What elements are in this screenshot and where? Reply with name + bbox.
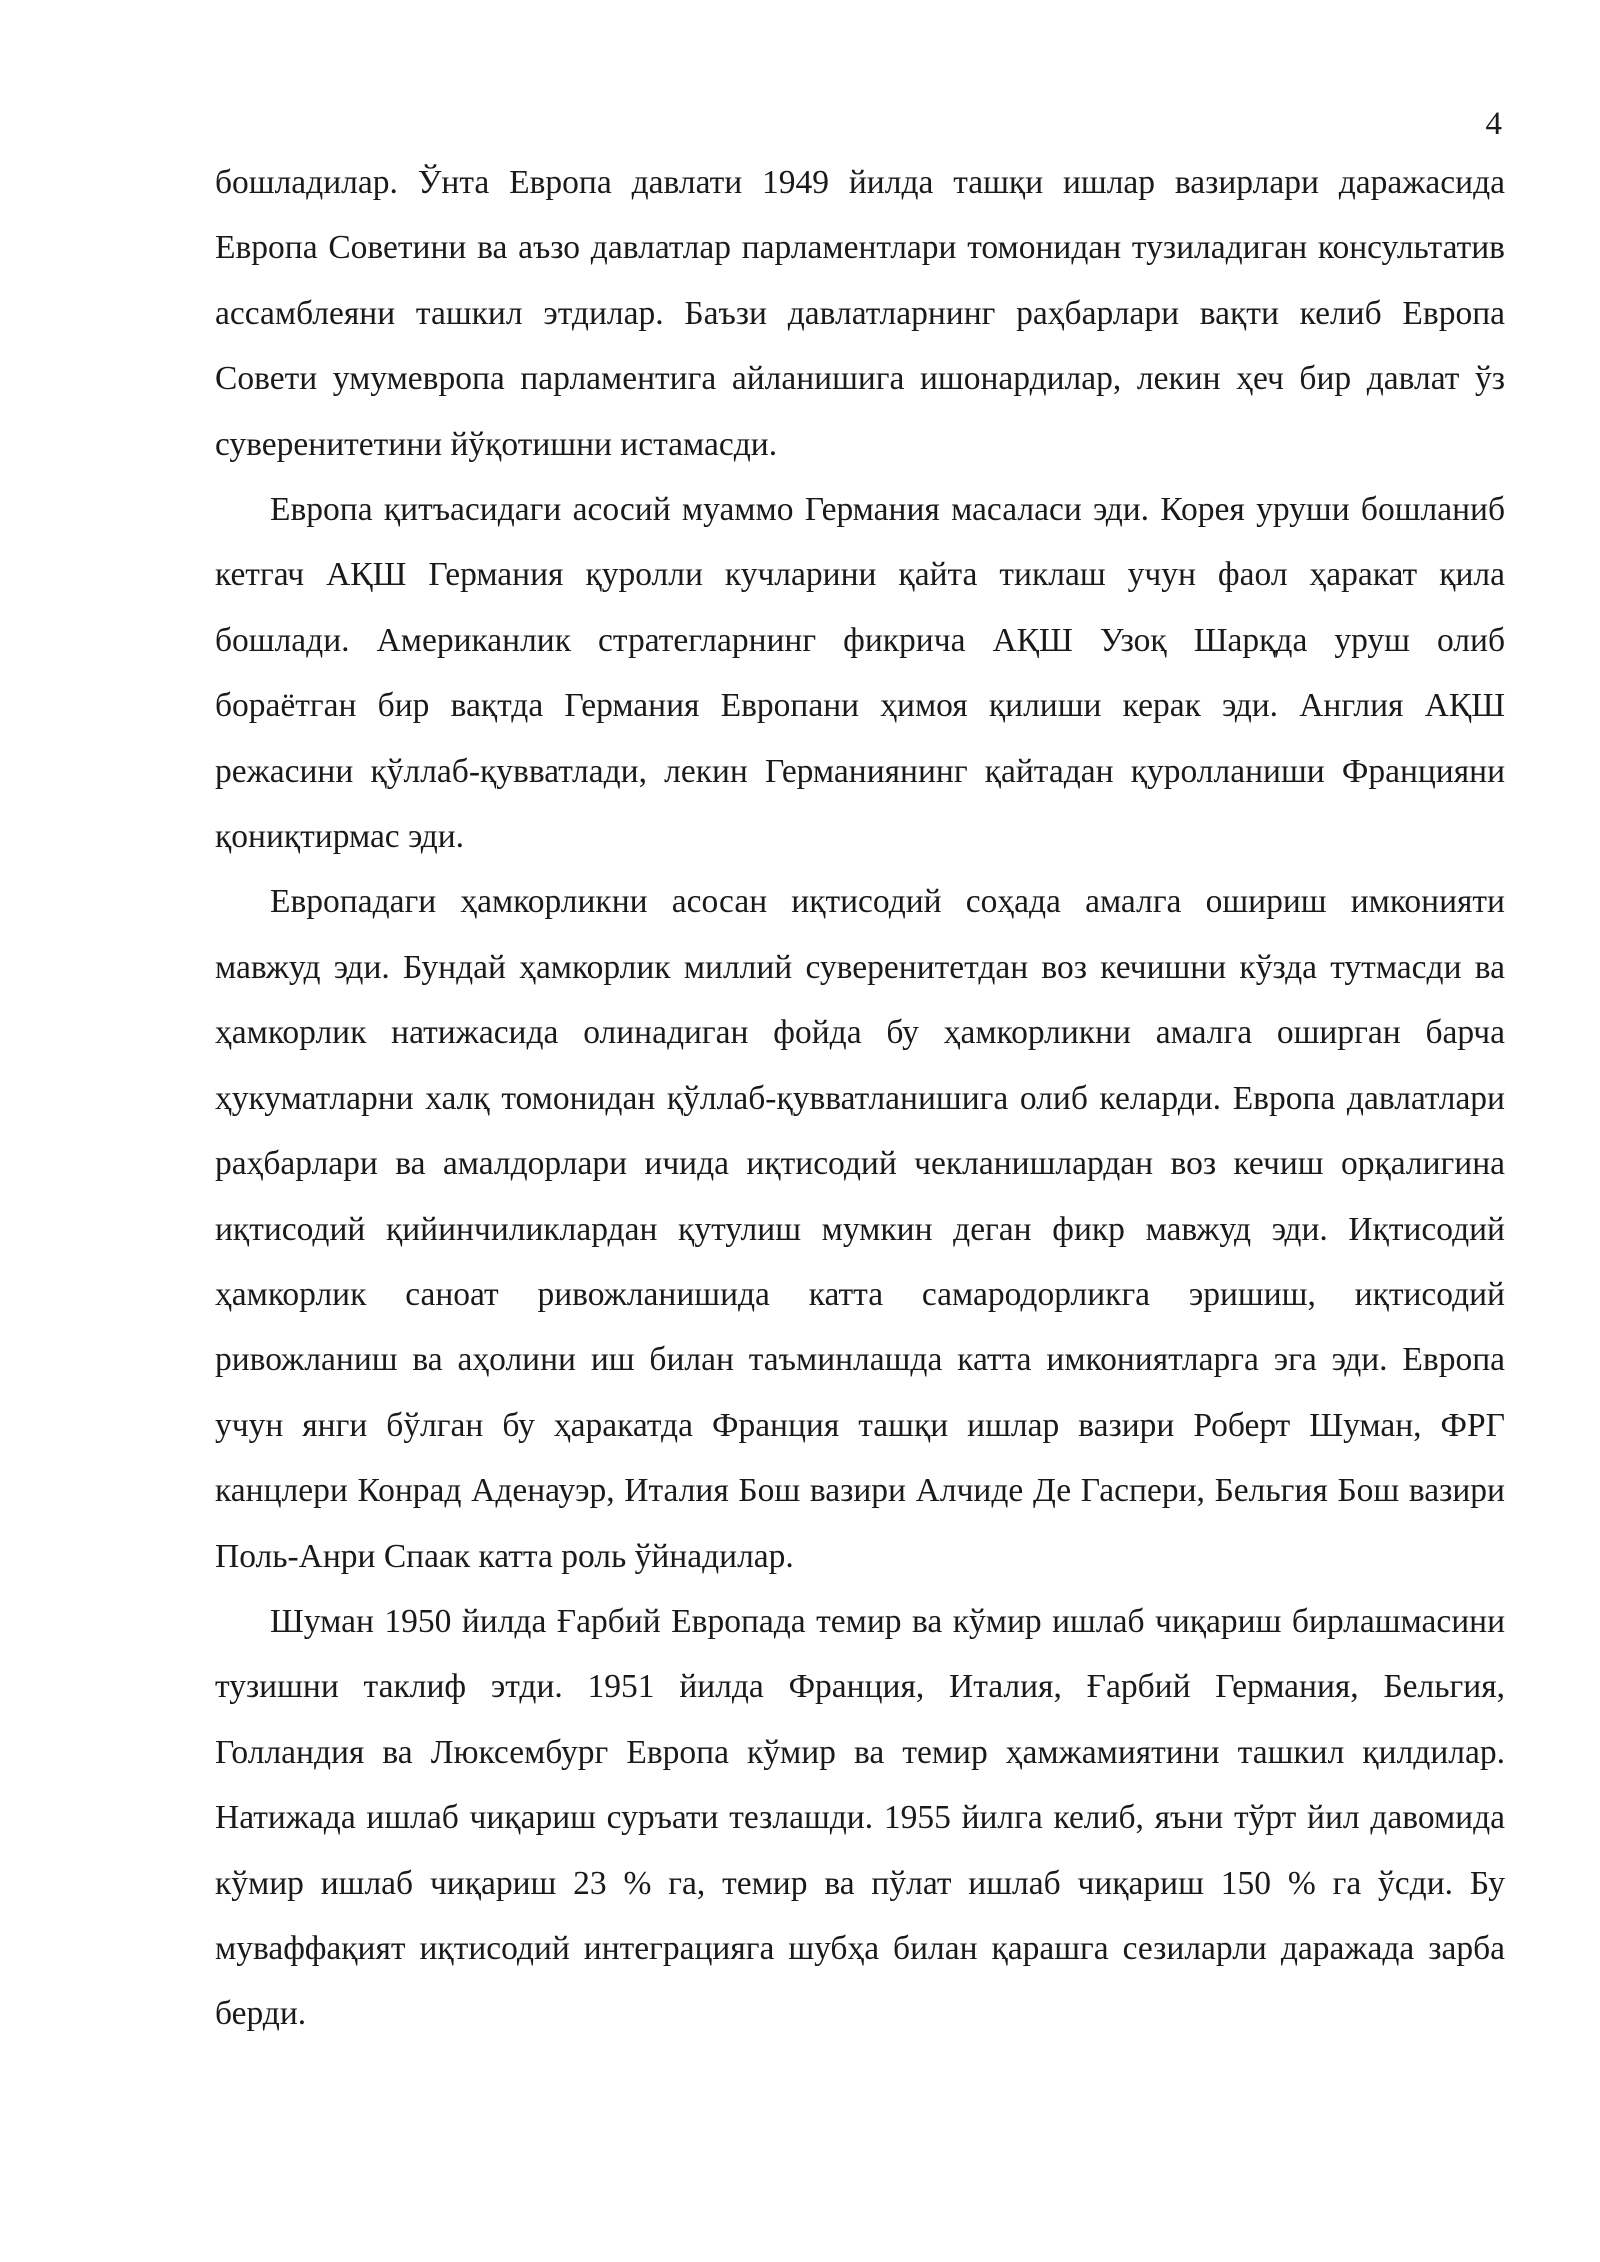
page-number: 4 [1485, 106, 1502, 142]
document-body [215, 150, 1505, 2047]
paragraph-germany-question: Европа қитъасидаги асосий муаммо Германия масаласи эди. Корея уруши бошланиб кетгач АҚШ Германия қуролли кучларини қайта тиклаш учун фаол ҳаракат қила бошлади. Американлик стратегларнинг фикрича АҚШ Узоқ Шарқда уруш олиб бораётган бир вақтда Германия Европани ҳимоя қилиши керак эди. Англия АҚШ режасини қўллаб-қувватлади, лекин Германиянинг қайтадан қуролланиши Францияни қониқтирмас эди. [215, 491, 1505, 856]
paragraph-continuation: бошладилар. Ўнта Европа давлати 1949 йилда ташқи ишлар вазирлари даражасида Европа Советини ва аъзо давлатлар парламентлари томонидан тузиладиган консультатив ассамблеяни ташкил этдилар. Баъзи давлатларнинг раҳбарлари вақти келиб Европа Совети умумевропа парламентига айланишига ишонардилар, лекин ҳеч бир давлат ўз суверенитетини йўқотишни истамасди. [215, 164, 1505, 463]
paragraph-coal-steel-community: Шуман 1950 йилда Ғарбий Европада темир ва кўмир ишлаб чиқариш бирлашмасини тузишни таклиф этди. 1951 йилда Франция, Италия, Ғарбий Германия, Бельгия, Голландия ва Люксембург Европа кўмир ва темир ҳамжамиятини ташкил қилдилар. Натижада ишлаб чиқариш суръати тезлашди. 1955 йилга келиб, яъни тўрт йил давомида кўмир ишлаб чиқариш 23 % га, темир ва пўлат ишлаб чиқариш 150 % га ўсди. Бу муваффақият иқтисодий интеграцияга шубҳа билан қарашга сезиларли даражада зарба берди. [215, 1602, 1505, 2033]
paragraph-economic-cooperation: Европадаги ҳамкорликни асосан иқтисодий соҳада амалга ошириш имконияти мавжуд эди. Бундай ҳамкорлик миллий суверенитетдан воз кечишни кўзда тутмасди ва ҳамкорлик натижасида олинадиган фойда бу ҳамкорликни амалга оширган барча ҳукуматларни халқ томонидан қўллаб-қувватланишига олиб келарди. Европа давлатлари раҳбарлари ва амалдорлари ичида иқтисодий чекланишлардан воз кечиш орқалигина иқтисодий қийинчиликлардан қутулиш мумкин деган фикр мавжуд эди. Иқтисодий ҳамкорлик саноат ривожланишида катта самародорликга эришиш, иқтисодий ривожланиш ва аҳолини иш билан таъминлашда катта имкониятларга эга эди. Европа учун янги бўлган бу ҳаракатда Франция ташқи ишлар вазири Роберт Шуман, ФРГ канцлери Конрад Аденауэр, Италия Бош вазири Алчиде Де Гаспери, Бельгия Бош вазири Поль-Анри Спаак катта роль ўйнадилар. [215, 883, 1505, 1575]
